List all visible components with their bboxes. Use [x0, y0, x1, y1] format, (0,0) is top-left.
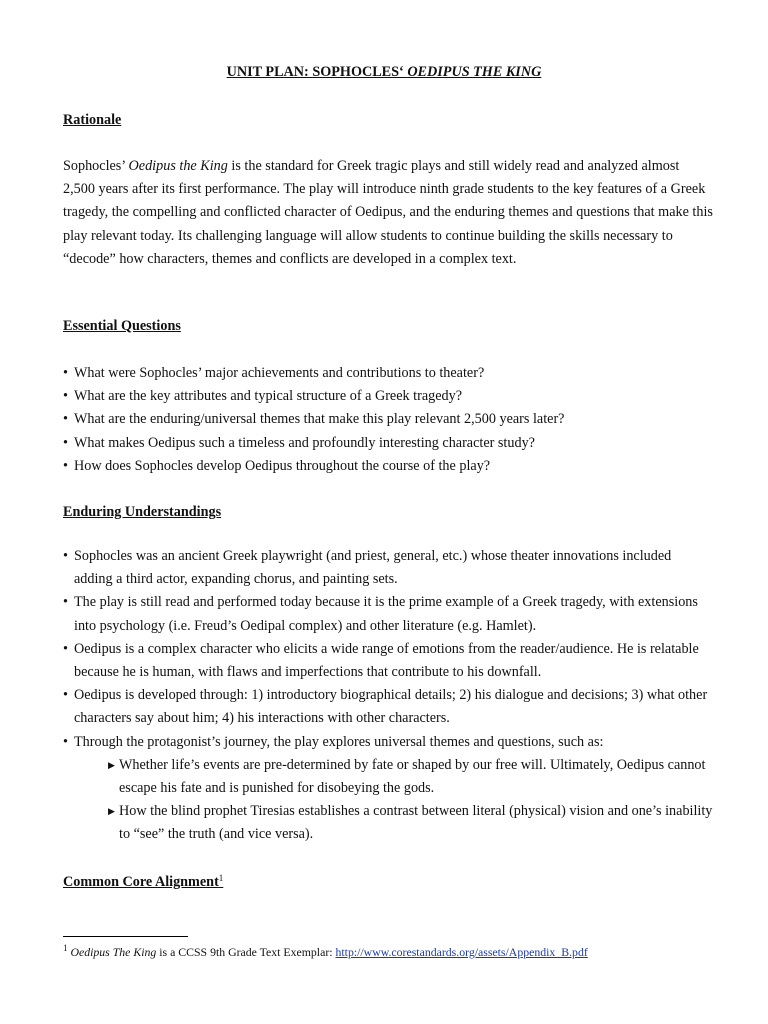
- document-title: [0, 64, 768, 81]
- list-item: [63, 432, 713, 455]
- list-item: [63, 408, 713, 431]
- rationale-paragraph: [63, 155, 713, 271]
- list-item-text: Oedipus is developed through: 1) introductory biographical details; 2) his dialogue and decisions; 3) what other characters say about him; 4) his interactions with other characters.: [74, 687, 708, 727]
- list-item-text: What are the enduring/universal themes that make this play relevant 2,500 years later?: [74, 411, 565, 428]
- bullet-icon: •: [63, 640, 68, 657]
- list-item: [63, 385, 713, 408]
- sub-list-item-text: How the blind prophet Tiresias establishes a contrast between literal (physical) vision and one’s inability to “see” the truth (and vice versa).: [119, 803, 713, 843]
- rationale-text-rest: is the standard for Greek tragic plays and still widely read and analyzed almost 2,500 years after its first performance. The play will introduce ninth grade students to the key features of a Greek tragedy, the compelling and conflicted character of Oedipus, and the enduring themes and questions that make this play relevant today. Its challenging language will allow students to continue building the skills necessary to “decode” how characters, themes and conflicts are developed in a complex text.: [63, 158, 713, 267]
- bullet-icon: •: [63, 457, 68, 474]
- title-prefix: UNIT PLAN: SOPHOCLES‘: [226, 64, 408, 80]
- list-item: [63, 362, 713, 385]
- triangle-bullet-icon: ▶: [108, 806, 115, 817]
- enduring-understandings-heading: Enduring Understandings: [63, 504, 222, 520]
- bullet-icon: •: [63, 687, 68, 704]
- list-item-text: The play is still read and performed today because it is the prime example of a Greek tragedy, with extensions into psychology (i.e. Freud’s Oedipal complex) and other literature (e.g. Hamlet).: [74, 594, 698, 634]
- footnote-title: Oedipus The King: [70, 945, 157, 959]
- rationale-play-title: Oedipus the King: [128, 158, 228, 174]
- rationale-heading: Rationale: [63, 112, 122, 128]
- triangle-bullet-icon: ▶: [108, 759, 115, 770]
- essential-questions-heading: Essential Questions: [63, 318, 181, 334]
- bullet-icon: •: [63, 594, 68, 611]
- list-item-text: What are the key attributes and typical structure of a Greek tragedy?: [74, 388, 463, 405]
- list-item-text: What were Sophocles’ major achievements and contributions to theater?: [74, 365, 485, 381]
- footnote-mark: 1: [63, 943, 68, 953]
- list-item: [63, 591, 713, 637]
- sub-list-item: [108, 754, 713, 800]
- list-item: [63, 545, 713, 591]
- enduring-understandings-list: [63, 545, 713, 847]
- bullet-icon: •: [63, 411, 68, 428]
- list-item: [63, 731, 713, 847]
- themes-sublist: [74, 754, 713, 847]
- sub-list-item-text: Whether life’s events are pre-determined by fate or shaped by our free will. Ultimately, Oedipus cannot escape his fate and is punished for disobeying the gods.: [119, 756, 706, 797]
- footnote-reference[interactable]: 1: [218, 873, 224, 883]
- list-item: [63, 684, 713, 730]
- bullet-icon: •: [63, 548, 68, 564]
- bullet-icon: •: [63, 733, 68, 750]
- list-item: [63, 455, 713, 478]
- essential-questions-list: [63, 362, 713, 478]
- common-core-heading-text: Common Core Alignment: [63, 874, 219, 890]
- list-item-text: How does Sophocles develop Oedipus throughout the course of the play?: [74, 457, 491, 474]
- appendix-b-link[interactable]: http://www.corestandards.org/assets/Appendix_B.pdf: [335, 945, 588, 959]
- footnote-text: is a CCSS 9th Grade Text Exemplar:: [156, 945, 336, 959]
- list-item-text: Through the protagonist’s journey, the play explores universal themes and questions, such as:: [74, 733, 604, 750]
- list-item-text: Sophocles was an ancient Greek playwright (and priest, general, etc.) whose theater innovations included adding a third actor, expanding chorus, and painting sets.: [74, 548, 672, 588]
- bullet-icon: •: [63, 434, 68, 451]
- rationale-text-start: Sophocles’: [63, 158, 129, 174]
- footnote: [63, 945, 588, 960]
- title-italic: OEDIPUS THE KING: [407, 64, 542, 80]
- list-item-text: Oedipus is a complex character who elicits a wide range of emotions from the reader/audience. He is relatable because he is human, with flaws and imperfections that contribute to his downfall.: [74, 640, 699, 681]
- footnote-separator: [63, 936, 188, 937]
- common-core-heading: [63, 874, 223, 891]
- list-item: [63, 638, 713, 684]
- sub-list-item: [108, 800, 713, 846]
- list-item-text: What makes Oedipus such a timeless and profoundly interesting character study?: [74, 434, 535, 451]
- bullet-icon: •: [63, 388, 68, 405]
- bullet-icon: •: [63, 365, 68, 381]
